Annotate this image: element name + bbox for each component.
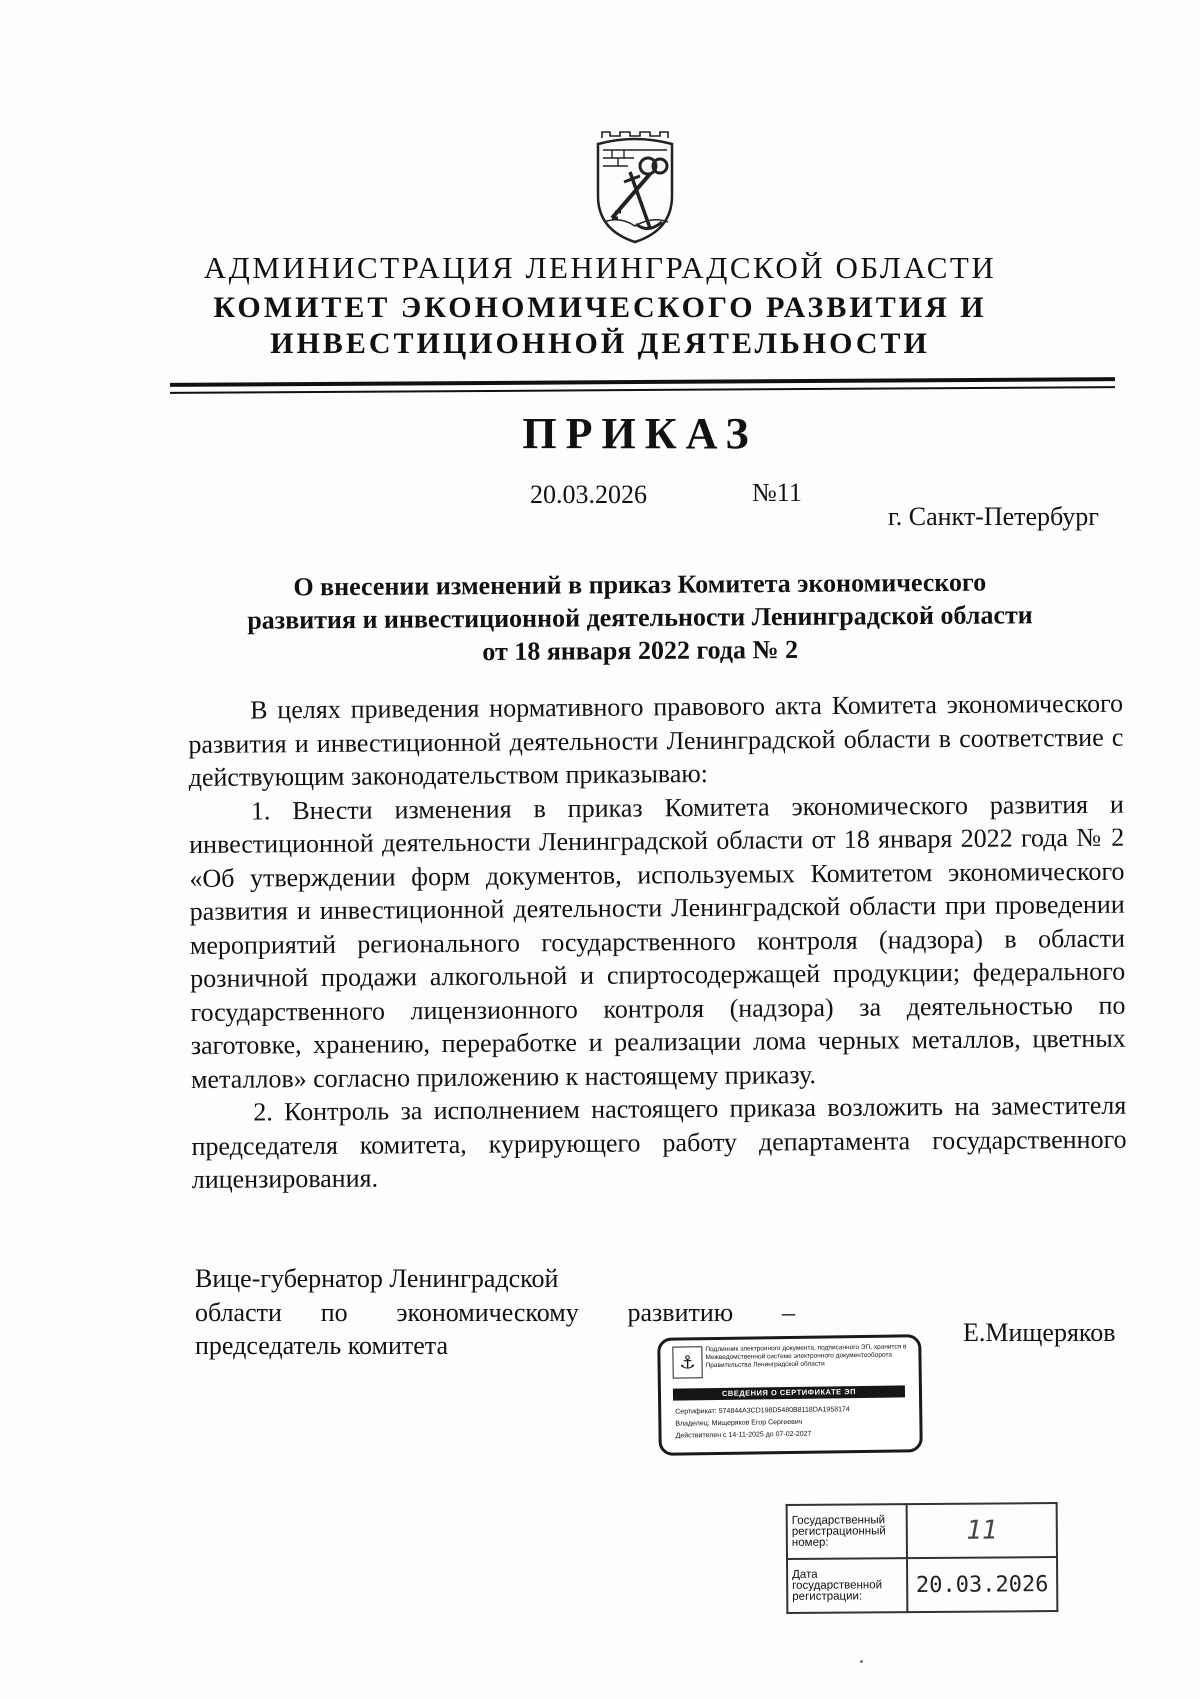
stamp-validity: Действителен с 14-11-2025 до 07-02-2027 [675, 1430, 812, 1440]
subject-line1: О внесении изменений в приказ Комитета экономического [293, 567, 987, 602]
signatory-position-line2 [195, 1296, 795, 1329]
body-item-2: 2. Контроль за исполнением настоящего приказа возложить на заместителя председателя комитета, курирующего работу департамента государственного лицензирования. [191, 1090, 1127, 1194]
signatory-position-line1: Вице-губернатор Ленинградской [195, 1264, 559, 1293]
registration-date-label: Дата государственной регистрации: [787, 1558, 907, 1613]
registration-number-value: 11 [907, 1503, 1057, 1558]
committee-name-line1: КОМИТЕТ ЭКОНОМИЧЕСКОГО РАЗВИТИЯ И [213, 291, 987, 324]
signatory-name: Е.Мищеряков [963, 1318, 1116, 1347]
body-item-1: 1. Внести изменения в приказ Комитета экономического развития и инвестиционной деятельности Ленинградской области от 18 января 2022 года № 2 «Об утверждении форм документов, используемых Комитетом экономического развития и инвестиционной деятельности Ленинградской области при проведении мероприятий регионального государственного контроля (надзора) в области розничной продажи алкогольной и спиртосодержащей продукции; федерального государственного лицензионного контроля (надзора) за деятельностью по заготовке, хранению, переработке и реализации лома черных металлов, цветных металлов» согласно приложению к настоящему приказу. [189, 789, 1126, 1094]
signatory-word-5: – [781, 1298, 795, 1327]
stamp-band: СВЕДЕНИЯ О СЕРТИФИКАТЕ ЭП [673, 1385, 905, 1400]
order-body [188, 687, 1127, 1197]
registration-number-row [787, 1503, 1057, 1559]
signatory-word-1: области [195, 1298, 282, 1327]
page-mark [860, 1660, 863, 1663]
committee-name-line2: ИНВЕСТИЦИОННОЙ ДЕЯТЕЛЬНОСТИ [270, 327, 930, 360]
stamp-details [675, 1403, 911, 1442]
subject-line2: развития и инвестиционной деятельности Ленинградской области [247, 600, 1033, 635]
signatory-word-2: по [320, 1298, 348, 1327]
registration-date-row [787, 1557, 1057, 1613]
signatory-word-3: экономическому [396, 1298, 579, 1327]
stamp-coat-of-arms-icon: ⚓ [672, 1346, 702, 1378]
order-date: 20.03.2026 [530, 480, 647, 509]
registration-table [786, 1502, 1059, 1614]
committee-name [180, 290, 1020, 362]
registration-date-value: 20.03.2026 [907, 1557, 1057, 1612]
registration-number-label: Государственный регистрационный номер: [787, 1504, 907, 1559]
stamp-owner: Владелец: Мищеряков Егор Сергеевич [675, 1418, 803, 1428]
header-divider-thick [170, 377, 1115, 387]
order-city: г. Санкт-Петербург [888, 502, 1099, 531]
signatory-position-line3: председатель комитета [195, 1331, 449, 1360]
header-divider-thin [170, 386, 1115, 393]
document-title: ПРИКАЗ [522, 409, 758, 458]
stamp-certificate: Сертификат: 574844A3CD198D5480B8118DA1958174 [675, 1406, 850, 1416]
body-intro: В целях приведения нормативного правового акта Комитета экономического развития и инвестиционной деятельности Ленинградской области в соответствие с действующим законодательством приказываю: [188, 688, 1124, 792]
administration-name: АДМИНИСТРАЦИЯ ЛЕНИНГРАДСКОЙ ОБЛАСТИ [203, 250, 997, 285]
leningrad-oblast-coat-of-arms-icon [590, 130, 680, 246]
subject-line3: от 18 января 2022 года № 2 [482, 634, 799, 667]
signatory-word-4: развитию [627, 1298, 734, 1327]
stamp-note: Подлинник электронного документа, подписанного ЭП, хранится в Межведомственной системе электронного документооборота Правительства Ленинградской области [705, 1343, 907, 1370]
electronic-signature-stamp [657, 1334, 923, 1456]
order-number: №11 [752, 478, 802, 507]
order-subject [210, 565, 1071, 670]
